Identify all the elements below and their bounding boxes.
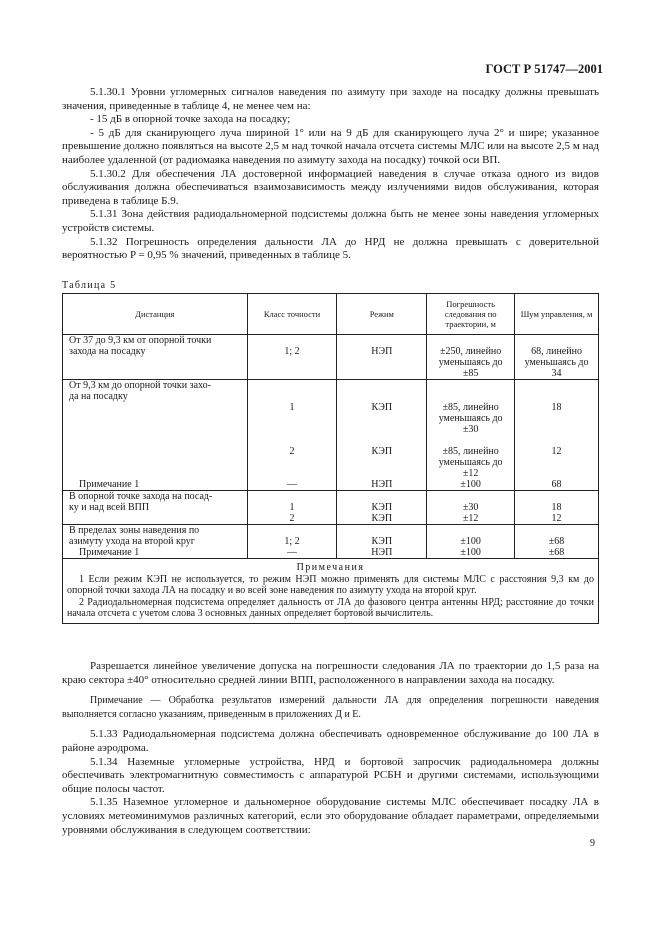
cell-control-noise: [515, 380, 599, 491]
table-header-row: [63, 294, 599, 335]
table-5: [62, 293, 599, 624]
cell-accuracy-class: [247, 491, 337, 525]
cell-line: [250, 391, 335, 402]
cell-line: [250, 525, 335, 536]
cell-line: [339, 424, 424, 435]
cell-line: 1; 2: [284, 346, 300, 357]
note-processing: Примечание — Обработка результатов измерений дальности ЛА для определения погрешности наведения выполняется согласно указаниям, приведенным в приложениях Д и Е.: [62, 695, 599, 720]
cell-line: ±68: [548, 536, 565, 547]
cell-line: КЭП: [371, 536, 393, 547]
cell-line: [339, 457, 424, 468]
header-control-noise: Шум управления, м: [515, 294, 599, 335]
cell-line: В опорной точке захода на посад-: [69, 491, 213, 502]
paragraph-5-1-30-1: 5.1.30.1 Уровни угломерных сигналов наведения по азимуту при заходе на посадку должны превышать значения, приведенные в таблице 4, не менее чем на:: [62, 86, 599, 112]
cell-distance: [63, 335, 248, 380]
cell-line: 12: [551, 513, 562, 524]
cell-line: [429, 491, 512, 502]
note-2: 2 Радиодальномерная подсистема определяет дальность от ЛА до фазового центра антенны НРД; расстояние до точки начала отсчета с учетом слова 3 основных данных определяет бортовой вычислитель.: [67, 596, 594, 619]
list-item-5db: - 5 дБ для сканирующего луча шириной 1° или на 9 дБ для сканирующего луча 2° и шире; указанное превышение должно появляться на высоте 2,5 м над точкой начала отсчета системы МЛС или на высоте 2,5 м над наиболее удаленной (от радиомаяка наведения по азимуту захода на посадку) точкой оси ВП.: [62, 126, 599, 166]
cell-line: [517, 413, 596, 424]
paragraph-tolerance: Разрешается линейное увеличение допуска на погрешности следования ЛА по траектории до 1,5 раза на краю сектора ±40° относительно средней линии ВПП, расположенного в направлении захода на посадку.: [62, 660, 599, 686]
cell-line: ±100: [460, 479, 481, 490]
cell-line: ку и над всей ВПП: [69, 502, 150, 513]
cell-line: [517, 391, 596, 402]
cell-line: Примечание 1: [79, 479, 140, 490]
cell-line: НЭП: [371, 547, 393, 558]
cell-trajectory-error: [427, 491, 515, 525]
cell-line: От 37 до 9,3 км от опорной точки: [69, 335, 212, 346]
cell-line: КЭП: [371, 502, 393, 513]
page-number: 9: [590, 838, 595, 849]
cell-line: уменьшаясь до: [438, 457, 503, 468]
cell-line: уменьшаясь до: [524, 357, 589, 368]
cell-line: КЭП: [371, 402, 393, 413]
cell-line: [517, 380, 596, 391]
cell-line: 1; 2: [284, 536, 300, 547]
paragraph-5-1-31: 5.1.31 Зона действия радиодальномерной подсистемы должна быть не менее зоны наведения угломерных устройств системы.: [62, 208, 599, 234]
cell-line: [517, 468, 596, 479]
cell-line: [250, 468, 335, 479]
note-1: 1 Если режим КЭП не используется, то режим НЭП можно применять для системы МЛС с расстояния 9,3 км до опорной точки захода ЛА на посадку и во всей зоне наведения по азимуту ухода на второй круг.: [67, 573, 594, 596]
cell-line: [429, 335, 512, 346]
cell-line: захода на посадку: [69, 346, 146, 357]
cell-line: [429, 525, 512, 536]
cell-line: —: [287, 547, 297, 558]
cell-line: —: [287, 479, 297, 490]
cell-line: 68: [551, 479, 562, 490]
list-item-15db: - 15 дБ в опорной точке захода на посадку;: [90, 113, 291, 126]
cell-line: КЭП: [371, 513, 393, 524]
cell-line: ±12: [462, 513, 479, 524]
cell-distance: [63, 525, 248, 559]
cell-line: [250, 413, 335, 424]
cell-line: ±68: [548, 547, 565, 558]
cell-line: ±30: [462, 502, 479, 513]
cell-line: [429, 391, 512, 402]
cell-line: [339, 435, 424, 446]
cell-line: [517, 435, 596, 446]
cell-line: 2: [289, 513, 295, 524]
cell-line: НЭП: [371, 479, 393, 490]
paragraph-5-1-33: 5.1.33 Радиодальномерная подсистема должна обеспечивать одновременное обслуживание до 100 ЛА в районе аэродрома.: [62, 728, 599, 754]
cell-line: ±250, линейно: [439, 346, 502, 357]
header-trajectory-error: Погрешность следования по траектории, м: [427, 294, 515, 335]
cell-line: азимуту ухода на второй круг: [69, 536, 195, 547]
cell-accuracy-class: [247, 380, 337, 491]
table-row: [63, 525, 599, 559]
table-notes-row: [63, 559, 599, 624]
cell-distance: [63, 380, 248, 491]
header-accuracy-class: Класс точности: [247, 294, 337, 335]
cell-line: [339, 380, 424, 391]
cell-accuracy-class: [247, 335, 337, 380]
cell-line: ±85, линейно: [442, 446, 499, 457]
cell-line: 2: [289, 446, 295, 457]
paragraph-5-1-35: 5.1.35 Наземное угломерное и дальномерное оборудование системы МЛС обеспечивает посадку ЛА в условиях метеоминимумов различных категорий, если это оборудование обладает параметрами, определяемыми уровнями обслуживания в следующем соответствии:: [62, 796, 599, 836]
cell-line: В пределах зоны наведения по: [69, 525, 200, 536]
cell-mode: [337, 525, 427, 559]
table-row: [63, 491, 599, 525]
cell-line: [69, 413, 245, 424]
table-row: [63, 380, 599, 491]
cell-line: [69, 435, 245, 446]
cell-accuracy-class: [247, 525, 337, 559]
cell-line: [250, 380, 335, 391]
cell-line: [339, 335, 424, 346]
cell-line: НЭП: [371, 346, 393, 357]
cell-line: От 9,3 км до опорной точки захо-: [69, 380, 211, 391]
cell-line: [339, 391, 424, 402]
cell-trajectory-error: [427, 380, 515, 491]
cell-line: 1: [289, 502, 295, 513]
document-header: ГОСТ Р 51747—2001: [485, 62, 603, 76]
cell-line: 18: [551, 402, 562, 413]
paragraph-5-1-34: 5.1.34 Наземные угломерные устройства, НРД и бортовой запросчик радиодальномера должны обеспечивать электромагнитную совместимость с аппаратурой РСБН и другими системами, использующими общие полосы частот.: [62, 755, 599, 795]
cell-control-noise: [515, 525, 599, 559]
cell-line: ±30: [462, 424, 479, 435]
cell-line: 68, линейно: [531, 346, 582, 357]
notes-title: Примечания: [296, 562, 365, 573]
cell-line: ±85, линейно: [442, 402, 499, 413]
header-distance: Дистанция: [63, 294, 248, 335]
table-row: [63, 335, 599, 380]
cell-mode: [337, 380, 427, 491]
cell-trajectory-error: [427, 525, 515, 559]
cell-line: Примечание 1: [79, 547, 140, 558]
cell-line: [517, 491, 596, 502]
cell-line: [250, 435, 335, 446]
cell-mode: [337, 335, 427, 380]
cell-line: ±12: [462, 468, 479, 479]
cell-line: ±100: [460, 536, 481, 547]
cell-line: уменьшаясь до: [438, 413, 503, 424]
cell-line: [69, 446, 245, 457]
cell-distance: [63, 491, 248, 525]
cell-line: ±85: [462, 368, 479, 379]
cell-line: 34: [551, 368, 562, 379]
cell-line: [517, 424, 596, 435]
cell-line: 12: [551, 446, 562, 457]
cell-line: 1: [289, 402, 295, 413]
cell-line: [250, 424, 335, 435]
cell-line: [250, 335, 335, 346]
cell-line: [339, 491, 424, 502]
cell-line: да на посадку: [69, 391, 128, 402]
bottom-text-block: [62, 660, 599, 837]
paragraph-5-1-32: 5.1.32 Погрешность определения дальности ЛА до НРД не должна превышать с доверительной вероятностью P = 0,95 % значений, приведенных в таблице 5.: [62, 235, 599, 262]
cell-line: [517, 525, 596, 536]
top-text-block: [62, 86, 599, 263]
cell-line: [429, 435, 512, 446]
cell-line: КЭП: [371, 446, 393, 457]
cell-line: [69, 457, 245, 468]
cell-control-noise: [515, 491, 599, 525]
cell-line: [250, 491, 335, 502]
cell-line: [429, 380, 512, 391]
cell-line: [69, 424, 245, 435]
cell-line: [339, 413, 424, 424]
header-mode: Режим: [337, 294, 427, 335]
cell-line: уменьшаясь до: [438, 357, 503, 368]
cell-line: [517, 335, 596, 346]
cell-line: [69, 402, 245, 413]
cell-line: [339, 525, 424, 536]
cell-line: [69, 468, 245, 479]
cell-line: [339, 468, 424, 479]
cell-line: 18: [551, 502, 562, 513]
table-notes: [63, 559, 599, 624]
paragraph-5-1-30-2: 5.1.30.2 Для обеспечения ЛА достоверной информацией наведения в случае отказа одного из видов обслуживания должна обеспечиваться взаимозависимость между излучениями видов обслуживания, которая приведена в таблице Б.9.: [62, 167, 599, 207]
cell-line: [250, 457, 335, 468]
cell-control-noise: [515, 335, 599, 380]
cell-line: ±100: [460, 547, 481, 558]
cell-trajectory-error: [427, 335, 515, 380]
cell-mode: [337, 491, 427, 525]
table-caption: Таблица 5: [62, 280, 117, 291]
cell-line: [517, 457, 596, 468]
